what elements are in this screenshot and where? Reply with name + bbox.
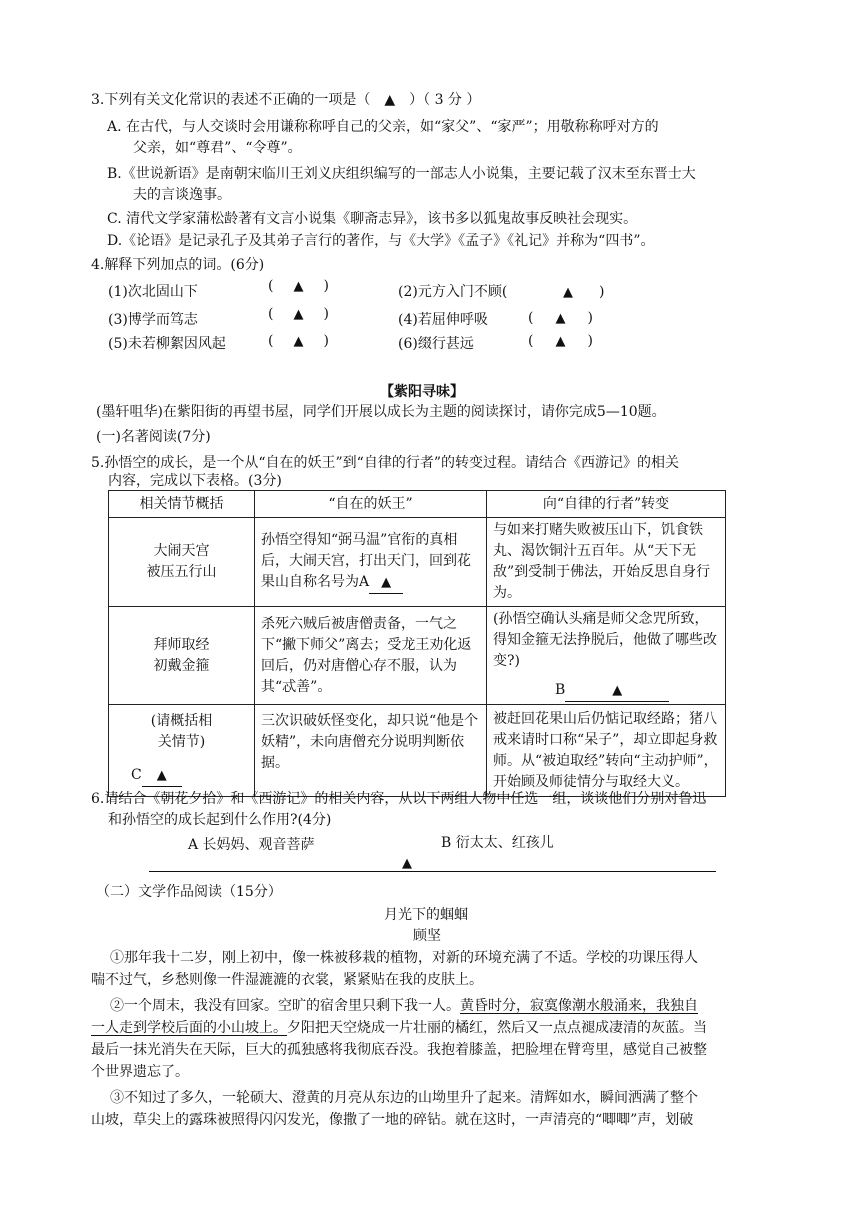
essay-paragraph-2-line1: ②一个周末，我没有回家。空旷的宿舍里只剩下我一人。黄昏时分，寂寞像潮水般涌来，我独自 — [110, 998, 698, 1014]
q5-table — [108, 490, 726, 797]
table-cell: (孙悟空确认头痛是师父念咒所致，得知金箍无法挣脱后，他做了哪些改变?) B ▲ — [487, 607, 726, 705]
part-two-heading: （二）文学作品阅读（15分） — [96, 884, 282, 900]
table-cell: 被赶回花果山后仍惦记取经路；猪八戒来请时口称“呆子”，却立即起身救师。从“被迫取经”转向“主动护师”，开始顾及师徒情分与取经大义。 — [487, 705, 726, 797]
q4-answer-4: ( ▲ ) — [528, 310, 593, 326]
essay-title: 月光下的蝈蝈 — [384, 907, 468, 923]
table-cell: 杀死六贼后被唐僧责备，一气之下“撇下师父”离去；受龙王劝化返回后，仍对唐僧心存不服，认为其“忒善”。 — [255, 607, 487, 705]
q6-stem-line1: 6.请结合《朝花夕拾》和《西游记》的相关内容，从以下两组人物中任选一组，谈谈他们分别对鲁迅 — [91, 791, 707, 807]
table-cell: 与如来打赌失败被压山下，饥食铁丸、渴饮铜汁五百年。从“天下无敌”到受制于佛法，开始反思自身行为。 — [487, 518, 726, 607]
q4-item-1: (1)次北固山下 — [108, 284, 198, 300]
q5-stem-line2: 内容，完成以下表格。(3分) — [108, 473, 282, 489]
q4-stem: 4.解释下列加点的词。(6分) — [91, 257, 265, 273]
table-cell: 三次识破妖怪变化，却只说“他是个妖精”，未向唐僧充分说明判断依据。 — [255, 705, 487, 797]
essay-paragraph-1-line2: 喘不过气，乡愁则像一件湿漉漉的衣裳，紧紧贴在我的皮肤上。 — [91, 972, 483, 988]
q4-item-5: (5)未若柳絮因风起 — [108, 336, 226, 352]
q4-item-6: (6)缀行甚远 — [398, 336, 474, 352]
part-one-heading: (一)名著阅读(7分) — [96, 429, 211, 445]
table-header: 向“自律的行者”转变 — [487, 491, 726, 518]
q4-answer-3: ( ▲ ) — [268, 306, 329, 322]
q6-option-a: A 长妈妈、观音菩萨 — [188, 837, 315, 853]
underlined-sentence: 一人走到学校后面的小山坡上。 — [91, 1020, 287, 1036]
plot-summary: 被压五行山 — [146, 564, 217, 580]
essay-paragraph-1-line1: ①那年我十二岁，刚上初中，像一株被移栽的植物，对新的环境充满了不适。学校的功课压得人 — [110, 950, 698, 966]
answer-blank-c[interactable]: C ▲ — [115, 765, 248, 787]
section-intro: (墨轩咀华)在紫阳街的再望书屋，同学们开展以成长为主题的阅读探讨，请你完成5—10题。 — [96, 404, 666, 420]
table-header-row — [109, 491, 726, 518]
q3-option-a-line1: A. 在古代，与人交谈时会用谦称称呼自己的父亲，如“家父”、“家严”；用敬称称呼对方的 — [107, 119, 659, 135]
q6-stem-line2: 和孙悟空的成长起到什么作用?(4分) — [108, 812, 332, 828]
essay-paragraph-2-line4: 个世界遗忘了。 — [91, 1064, 189, 1080]
table-row — [109, 607, 726, 705]
q3-option-b-line1: B.《世说新语》是南朝宋临川王刘义庆组织编写的一部志人小说集，主要记载了汉末至东晋士大 — [107, 166, 696, 182]
answer-blank-a[interactable]: A ▲ — [359, 574, 403, 590]
plot-summary: 拜师取经 — [153, 636, 210, 653]
answer-blank-b[interactable]: B ▲ — [493, 680, 719, 702]
plot-summary: 大闹天宫 — [153, 543, 210, 559]
underlined-sentence: 黄昏时分，寂寞像潮水般涌来，我独自 — [460, 998, 698, 1014]
table-cell: 孙悟空得知“弼马温”官衔的真相后，大闹天宫，打出天门，回到花果山自称名号为A ▲ — [255, 518, 487, 607]
table-row — [109, 705, 726, 797]
section-title: 【紫阳寻味】 — [380, 384, 464, 400]
table-header: “自在的妖王” — [255, 491, 487, 518]
q4-item-3: (3)博学而笃志 — [108, 312, 198, 328]
essay-paragraph-3-line1: ③不知过了多久，一轮硕大、澄黄的月亮从东边的山坳里升了起来。清辉如水，瞬间洒满了整个 — [110, 1090, 698, 1106]
q6-answer-mark: ▲ — [402, 856, 412, 871]
table-row — [109, 518, 726, 607]
q3-stem: 3.下列有关文化常识的表述不正确的一项是（ ▲ ）（ 3 分 ） — [91, 92, 481, 108]
q5-stem-line1: 5.孙悟空的成长，是一个从“自在的妖王”到“自律的行者”的转变过程。请结合《西游记》的相关 — [91, 455, 679, 471]
q3-option-a-line2: 父亲，如“尊君”、“令尊”。 — [133, 140, 302, 156]
table-cell: (请概括相 关情节) C ▲ — [109, 705, 255, 797]
table-cell — [109, 518, 255, 607]
q3-option-c: C. 清代文学家蒲松龄著有文言小说集《聊斋志异》，该书多以狐鬼故事反映社会现实。 — [107, 211, 638, 227]
essay-paragraph-2-line3: 最后一抹光消失在天际，巨大的孤独感将我彻底吞没。我抱着膝盖，把脸埋在臂弯里，感觉自己被整 — [91, 1042, 707, 1058]
q4-answer-6: ( ▲ ) — [528, 333, 593, 349]
table-header: 相关情节概括 — [109, 491, 255, 518]
q4-answer-1: ( ▲ ) — [268, 278, 329, 294]
q6-answer-line[interactable] — [149, 871, 716, 872]
essay-paragraph-2-line2: 一人走到学校后面的小山坡上。夕阳把天空烧成一片壮丽的橘红，然后又一点点褪成凄清的灰蓝。当 — [91, 1020, 707, 1036]
plot-summary: 初戴金箍 — [153, 657, 210, 674]
table-cell — [109, 607, 255, 705]
q6-option-b: B 衍太太、红孩儿 — [441, 835, 554, 851]
q4-item-4: (4)若屈伸呼吸 — [398, 312, 488, 328]
q3-option-b-line2: 夫的言谈逸事。 — [133, 187, 231, 203]
q4-answer-2: ▲ ) — [563, 284, 605, 300]
essay-author: 顾坚 — [413, 928, 441, 944]
essay-paragraph-3-line2: 山坡，草尖上的露珠被照得闪闪发光，像撒了一地的碎钻。就在这时，一声清亮的“唧唧”声，划破 — [91, 1112, 694, 1128]
q3-option-d: D.《论语》是记录孔子及其弟子言行的著作，与《大学》《孟子》《礼记》并称为“四书”。 — [107, 233, 655, 249]
q4-answer-5: ( ▲ ) — [268, 333, 329, 349]
q4-item-2: (2)元方入门不顾( — [398, 284, 508, 300]
